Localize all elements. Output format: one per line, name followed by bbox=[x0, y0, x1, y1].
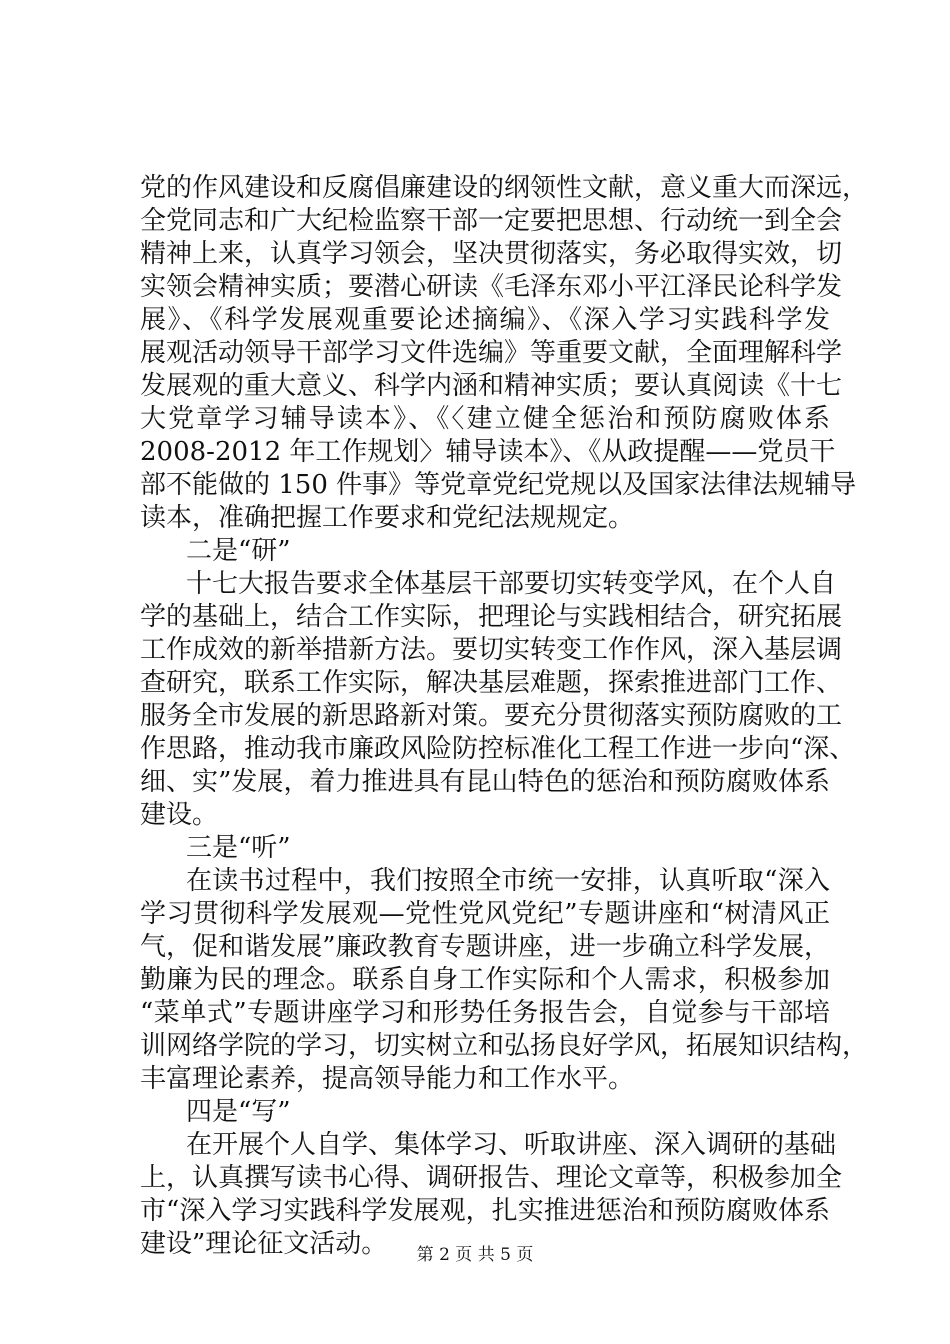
paragraph-line: 气，促和谐发展”廉政教育专题讲座，进一步确立科学发展， bbox=[140, 932, 830, 962]
paragraph-line: 党的作风建设和反腐倡廉建设的纲领性文献，意义重大而深远， bbox=[140, 173, 869, 203]
section-heading: 三是“听” bbox=[186, 833, 291, 863]
paragraph-line: 在开展个人自学、集体学习、听取讲座、深入调研的基础 bbox=[186, 1130, 837, 1160]
paragraph-line: 细、实”发展，着力推进具有昆山特色的惩治和预防腐败体系 bbox=[140, 767, 830, 797]
section-heading: 四是“写” bbox=[186, 1097, 291, 1127]
paragraph-line: 学的基础上，结合工作实际，把理论与实践相结合，研究拓展 bbox=[140, 602, 843, 632]
paragraph-line: 在读书过程中，我们按照全市统一安排，认真听取“深入 bbox=[186, 866, 830, 896]
paragraph-line: 服务全市发展的新思路新对策。要充分贯彻落实预防腐败的工 bbox=[140, 701, 843, 731]
paragraph-line: 学习贯彻科学发展观—党性党风党纪”专题讲座和“树清风正 bbox=[140, 899, 830, 929]
paragraph-line: 训网络学院的学习，切实树立和弘扬良好学风，拓展知识结构， bbox=[140, 1031, 869, 1061]
paragraph-line: 展观活动领导干部学习文件选编》等重要文献，全面理解科学 bbox=[140, 338, 843, 368]
section-heading: 二是“研” bbox=[186, 536, 291, 566]
paragraph-line: 部不能做的 150 件事》等党章党纪党规以及国家法律法规辅导 bbox=[140, 470, 857, 500]
paragraph-line: 读本，准确把握工作要求和党纪法规规定。 bbox=[140, 503, 635, 533]
paragraph-line: 市“深入学习实践科学发展观，扎实推进惩治和预防腐败体系 bbox=[140, 1196, 830, 1226]
paragraph-line: 十七大报告要求全体基层干部要切实转变学风，在个人自 bbox=[186, 569, 837, 599]
paragraph-line: 实领会精神实质；要潜心研读《毛泽东邓小平江泽民论科学发 bbox=[140, 272, 843, 302]
paragraph-line: 丰富理论素养，提高领导能力和工作水平。 bbox=[140, 1064, 635, 1094]
paragraph-line: “菜单式”专题讲座学习和形势任务报告会，自觉参与干部培 bbox=[140, 998, 830, 1028]
paragraph-line: 精神上来，认真学习领会，坚决贯彻落实，务必取得实效，切 bbox=[140, 239, 843, 269]
paragraph-line: 2008-2012 年工作规划〉辅导读本》、《从政提醒——党员干 bbox=[140, 437, 836, 467]
paragraph-line: 查研究，联系工作实际，解决基层难题，探索推进部门工作、 bbox=[140, 668, 843, 698]
paragraph-line: 工作成效的新举措新方法。要切实转变工作作风，深入基层调 bbox=[140, 635, 843, 665]
document-body bbox=[140, 172, 869, 1261]
paragraph-line: 大党章学习辅导读本》、《〈建立健全惩治和预防腐败体系 bbox=[140, 404, 830, 434]
paragraph-line: 建设”理论征文活动。 bbox=[140, 1229, 388, 1259]
page-number-footer: 第 2 页 共 5 页 bbox=[416, 1245, 534, 1265]
paragraph-line: 发展观的重大意义、科学内涵和精神实质；要认真阅读《十七 bbox=[140, 371, 843, 401]
paragraph-line: 全党同志和广大纪检监察干部一定要把思想、行动统一到全会 bbox=[140, 206, 843, 236]
paragraph-line: 上，认真撰写读书心得、调研报告、理论文章等，积极参加全 bbox=[140, 1163, 843, 1193]
paragraph-line: 展》、《科学发展观重要论述摘编》、《深入学习实践科学发 bbox=[140, 305, 830, 335]
paragraph-line: 勤廉为民的理念。联系自身工作实际和个人需求，积极参加 bbox=[140, 965, 830, 995]
paragraph-line: 建设。 bbox=[140, 800, 219, 830]
paragraph-line: 作思路，推动我市廉政风险防控标准化工程工作进一步向“深、 bbox=[140, 734, 856, 764]
